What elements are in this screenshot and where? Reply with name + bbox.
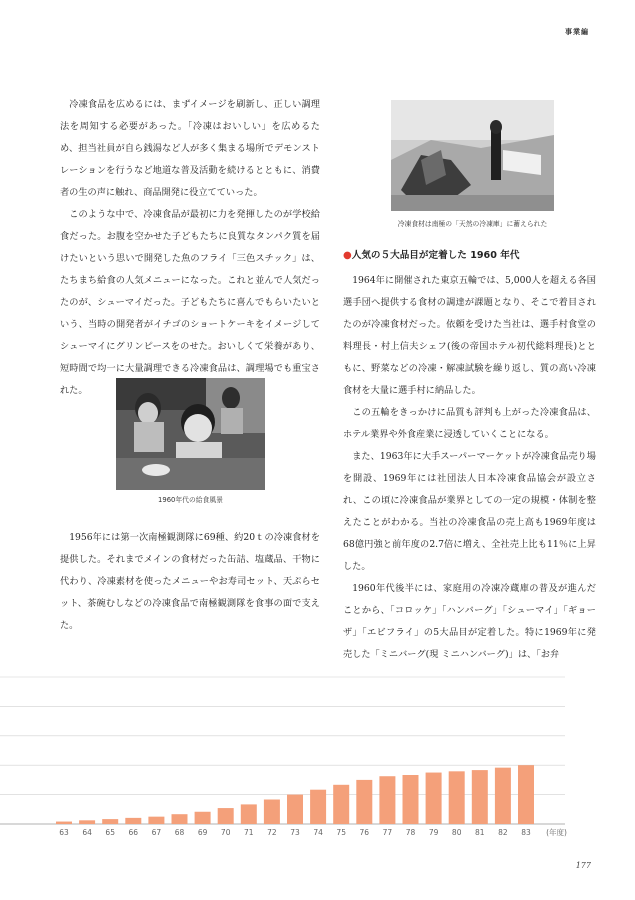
x-tick-label: 76 <box>359 828 370 837</box>
paragraph: 1964年に開催された東京五輪では、5,000人を超える各国選手団へ提供する食材の調達が課題となり、そこで着目されたのが冷凍食材だった。依頼を受けた当社は、選手村食堂の料理長・村上信夫シェフ(後の帝国ホテル初代総料理長)とともに、野菜などの冷凍・解凍試験を繰り返し、質の高い冷凍食材を大量に選手村に納品した。 <box>343 275 596 396</box>
chart-bar-73 <box>287 795 303 824</box>
x-tick-label: 70 <box>220 828 231 837</box>
x-axis-label: (年度) <box>546 828 567 837</box>
chart-bar-79 <box>426 773 442 824</box>
chart-bar-74 <box>310 790 326 824</box>
chart-bar-68 <box>172 814 188 824</box>
school-lunch-image <box>116 378 265 490</box>
chart-bar-69 <box>195 812 211 824</box>
x-tick-label: 75 <box>336 828 346 837</box>
x-tick-label: 78 <box>405 828 416 837</box>
chart-bar-82 <box>495 768 511 824</box>
x-tick-label: 82 <box>498 828 508 837</box>
x-tick-label: 73 <box>290 828 300 837</box>
x-tick-label: 71 <box>244 828 254 837</box>
chart-bar-80 <box>449 771 465 824</box>
antarctic-storage-photo <box>391 100 554 211</box>
paragraph: このような中で、冷凍食品が最初に力を発揮したのが学校給食だった。お腹を空かせた子どもたちに良質なタンパク質を届けたいという思いで開発した魚のフライ「三色スチック」は、たちまち給食の人気メニューになった。これと並んで人気だったのが、シューマイだった。子どもたちに喜んでもらいたいという、当時の開発者がイチゴのショートケーキをイメージしてシューマイにグリンピースをのせた。おいしくて栄養があり、短時間で均一に大量調理できる冷凍食品は、調理場でも重宝された。 <box>60 209 320 396</box>
chart-bar-63 <box>56 822 72 824</box>
x-tick-label: 69 <box>197 828 208 837</box>
x-tick-label: 74 <box>313 828 323 837</box>
chart-bar-83 <box>518 765 534 824</box>
x-tick-label: 79 <box>428 828 439 837</box>
chart-bar-70 <box>218 808 234 824</box>
left-column-bottom-text <box>60 527 320 637</box>
antarctic-storage-caption: 冷凍食材は南極の「天然の冷凍庫」に蓄えられた <box>397 220 548 228</box>
left-column-top-text <box>60 94 320 402</box>
chart-bar-71 <box>241 804 257 824</box>
chart-bar-72 <box>264 800 280 825</box>
chart-bar-76 <box>356 780 372 824</box>
section-heading-text: 人気の５大品目が定着した 1960 年代 <box>351 250 520 261</box>
right-column-text <box>343 270 596 666</box>
x-tick-label: 81 <box>475 828 485 837</box>
antarctic-storage-image <box>391 100 554 211</box>
x-tick-label: 64 <box>82 828 92 837</box>
x-tick-label: 66 <box>128 828 139 837</box>
chart-bar-75 <box>333 785 349 824</box>
sales-bar-chart <box>0 640 635 850</box>
x-tick-label: 67 <box>151 828 162 837</box>
x-tick-label: 72 <box>267 828 277 837</box>
x-tick-label: 65 <box>105 828 115 837</box>
paragraph: 冷凍食品を広めるには、まずイメージを刷新し、正しい調理法を周知する必要があった。「冷凍はおいしい」を広めるため、担当社員が自ら銭湯など人が多く集まる場所でデモンストレーションを行うなど地道な普及活動を続けるとともに、消費者の生の声に触れ、商品開発に役立てていった。 <box>60 99 320 198</box>
chart-bar-67 <box>148 817 164 824</box>
chart-bar-64 <box>79 820 95 824</box>
x-tick-label: 80 <box>451 828 462 837</box>
chart-bar-65 <box>102 819 118 824</box>
paragraph: 1956年には第一次南極観測隊に69種、約20ｔの冷凍食材を提供した。それまでメインの食材だった缶詰、塩蔵品、干物に代わり、冷凍素材を使ったメニューやお寿司セット、天ぷらセット、茶碗むしなどの冷凍食品で南極観測隊を食事の面で支えた。 <box>60 532 320 631</box>
x-tick-label: 83 <box>521 828 531 837</box>
paragraph: この五輪をきっかけに品質も評判も上がった冷凍食品は、ホテル業界や外食産業に浸透していくことになる。 <box>343 407 596 440</box>
chart-bar-66 <box>125 818 141 824</box>
chart-bar-77 <box>379 776 395 824</box>
x-tick-label: 63 <box>59 828 69 837</box>
school-lunch-caption: 1960年代の給食風景 <box>158 496 223 504</box>
chart-bar-81 <box>472 770 488 824</box>
chart-bar-78 <box>403 775 419 824</box>
paragraph: また、1963年に大手スーパーマーケットが冷凍食品売り場を開設、1969年には社団法人日本冷凍食品協会が設立され、この頃に冷凍食品が業界としての一定の規模・体制を整えたことがわかる。当社の冷凍食品の売上高も1969年度は68億円強と前年度の2.7倍に増え、全社売上比も11％に上昇した。 <box>343 451 596 572</box>
x-tick-label: 77 <box>382 828 393 837</box>
paragraph: 1960年代後半には、家庭用の冷凍冷蔵庫の普及が進んだことから、「コロッケ」「ハンバーグ」「シューマイ」「ギョーザ」「エビフライ」の5大品目が定着した。特に1969年に発売した「ミニバーグ(現 ミニハンバーグ)」は、「お弁 <box>343 583 596 660</box>
x-tick-label: 68 <box>174 828 185 837</box>
red-dot-icon: ● <box>343 250 352 261</box>
section-label: 事業編 <box>565 28 589 36</box>
page-number: 177 <box>575 861 591 870</box>
section-heading <box>343 246 596 266</box>
school-lunch-photo <box>116 378 265 490</box>
